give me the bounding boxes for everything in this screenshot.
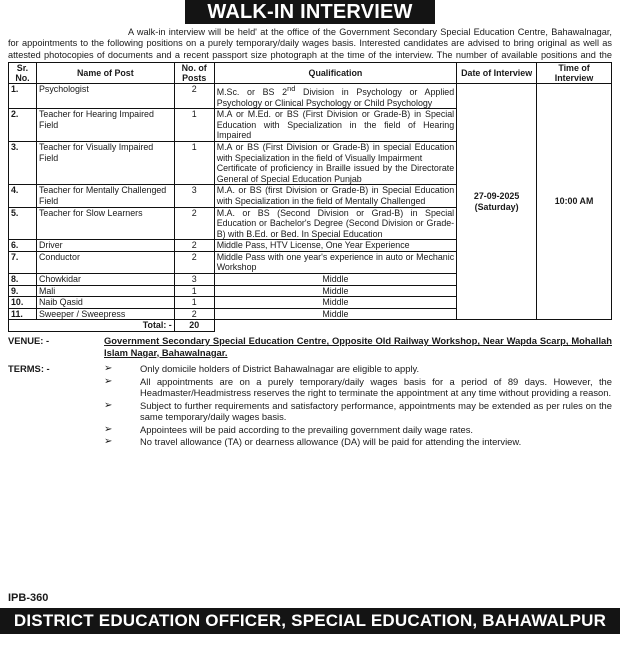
count-cell: 1: [174, 297, 214, 309]
total-label: Total: -: [36, 320, 174, 332]
venue-section: [8, 335, 612, 358]
header-post: Name of Post: [36, 63, 174, 84]
post-cell: Psychologist: [36, 84, 174, 109]
arrow-bullet-icon: ➢: [104, 375, 113, 387]
post-cell: Mali: [36, 285, 174, 297]
positions-table: [8, 62, 612, 332]
terms-section: [8, 363, 612, 449]
qualification-text: Division in Psychology or Applied Psychology or Clinical Psychology or Child Psychology: [216, 86, 455, 108]
sr-cell: 11.: [9, 308, 37, 320]
count-cell: 1: [174, 285, 214, 297]
qualification-cell: M.A. or BS (first Division or Grade-B) in Special Education with Specialization in the field of Mentally Challenged: [214, 185, 456, 207]
sr-cell: 7.: [9, 251, 37, 273]
header-qualification: Qualification: [214, 63, 456, 84]
sr-cell: 8.: [9, 274, 37, 286]
total-row: [9, 320, 612, 332]
interview-date-cell: [457, 84, 537, 320]
post-cell: Driver: [36, 240, 174, 252]
arrow-bullet-icon: ➢: [104, 436, 113, 448]
term-text: All appointments are on a purely temporary/daily wages basis for a period of 89 days. However, the Headmaster/Headmistress reserves the right to terminate the appointment at any time without providing a reason.: [140, 375, 612, 399]
qualification-cell: Middle Pass with one year's experience in auto or Mechanic Workshop: [214, 251, 456, 273]
qualification-text: M.A or BS (First Division or Grade-B) in special Education with Specialization in the field of Visually Impairment: [216, 141, 455, 163]
table-row: [9, 84, 612, 109]
qualification-cell: Middle: [214, 308, 456, 320]
term-text: Appointees will be paid according to the prevailing government daily wage rates.: [140, 423, 474, 435]
list-item: [104, 424, 612, 436]
sr-cell: 1.: [9, 84, 37, 109]
total-spacer: [214, 320, 611, 332]
intro-paragraph: A walk-in interview will be held' at the office of the Government Secondary Special Education Centre, Bahawalnagar, for appointments to the following positions on a purely temporary/daily wages basis. Interested candidates are advised to bring original as well as attested photocopies of documents and a recent passport size photograph at the time of the interview. The number of available positions and the: [8, 27, 612, 60]
header-time: Time of Interview: [537, 63, 612, 84]
post-cell: Teacher for Slow Learners: [36, 207, 174, 240]
list-item: [104, 436, 612, 448]
venue-label: VENUE: -: [8, 335, 50, 347]
post-cell: Teacher for Hearing Impaired Field: [36, 109, 174, 142]
post-cell: Chowkidar: [36, 274, 174, 286]
arrow-bullet-icon: ➢: [104, 399, 113, 411]
post-cell: Naib Qasid: [36, 297, 174, 309]
arrow-bullet-icon: ➢: [104, 363, 113, 375]
qualification-cell: M.A or M.Ed. or BS (First Division or Grade-B) in Special Education with Specialization in the field of Hearing Impaired: [214, 109, 456, 142]
terms-list: [104, 363, 612, 449]
post-cell: Teacher for Mentally Challenged Field: [36, 185, 174, 207]
list-item: [104, 376, 612, 399]
qualification-cell: Middle Pass, HTV License, One Year Experience: [214, 240, 456, 252]
header-posts: No. of Posts: [174, 63, 214, 84]
arrow-bullet-icon: ➢: [104, 423, 113, 435]
header-sr: Sr. No.: [9, 63, 37, 84]
term-text: Subject to further requirements and satisfactory performance, appointments may be extended as per rules on the same temporary/daily wages basis.: [140, 399, 612, 423]
post-cell: Teacher for Visually Impaired Field: [36, 141, 174, 184]
venue-address: Government Secondary Special Education Centre, Opposite Old Railway Workshop, Near Wapda Scarp, Mohallah Islam Nagar, Bahawalnagar.: [104, 335, 612, 358]
total-blank: [9, 320, 37, 332]
sr-cell: 10.: [9, 297, 37, 309]
footer-banner: DISTRICT EDUCATION OFFICER, SPECIAL EDUCATION, BAHAWALPUR DIVISION: [0, 608, 620, 634]
qualification-text-2: Certificate of proficiency in Braille issued by the Directorate General of Special Education Punjab: [216, 163, 455, 184]
sr-cell: 6.: [9, 240, 37, 252]
interview-date: 27-09-2025: [473, 191, 520, 202]
interview-time-cell: [537, 84, 612, 320]
post-cell: Sweeper / Sweepress: [36, 308, 174, 320]
qualification-superscript: nd: [287, 84, 296, 93]
sr-cell: 2.: [9, 109, 37, 142]
sr-cell: 9.: [9, 285, 37, 297]
qualification-cell: Middle: [214, 274, 456, 286]
post-cell: Conductor: [36, 251, 174, 273]
qualification-cell: Middle: [214, 285, 456, 297]
qualification-cell: M.A. or BS (Second Division or Grad-B) in Special Education or Bachelor's Degree (Second Division or Grade-B) with B.Ed. or Bed. In Special Education: [214, 207, 456, 240]
sr-cell: 5.: [9, 207, 37, 240]
qualification-text: M.Sc. or BS 2: [216, 86, 288, 97]
interview-day: (Saturday): [474, 201, 519, 212]
term-text: Only domicile holders of District Bahawalnagar are eligible to apply.: [140, 363, 420, 375]
count-cell: 2: [174, 84, 214, 109]
header-date: Date of Interview: [457, 63, 537, 84]
list-item: [104, 363, 612, 375]
qualification-cell: [214, 84, 456, 109]
qualification-cell: [214, 141, 456, 184]
count-cell: 1: [174, 109, 214, 142]
sr-cell: 4.: [9, 185, 37, 207]
total-value: 20: [174, 320, 214, 332]
count-cell: 1: [174, 141, 214, 184]
ad-code: IPB-360: [8, 592, 49, 604]
term-text: No travel allowance (TA) or dearness allowance (DA) will be paid for attending the interview.: [140, 436, 522, 448]
count-cell: 2: [174, 240, 214, 252]
list-item: [104, 400, 612, 423]
count-cell: 2: [174, 308, 214, 320]
interview-time: 10:00 AM: [554, 196, 594, 207]
sr-cell: 3.: [9, 141, 37, 184]
count-cell: 2: [174, 207, 214, 240]
count-cell: 3: [174, 185, 214, 207]
count-cell: 3: [174, 274, 214, 286]
page-title: WALK-IN INTERVIEW: [185, 0, 435, 24]
qualification-cell: Middle: [214, 297, 456, 309]
terms-label: TERMS: -: [8, 363, 50, 375]
count-cell: 2: [174, 251, 214, 273]
table-header-row: [9, 63, 612, 84]
